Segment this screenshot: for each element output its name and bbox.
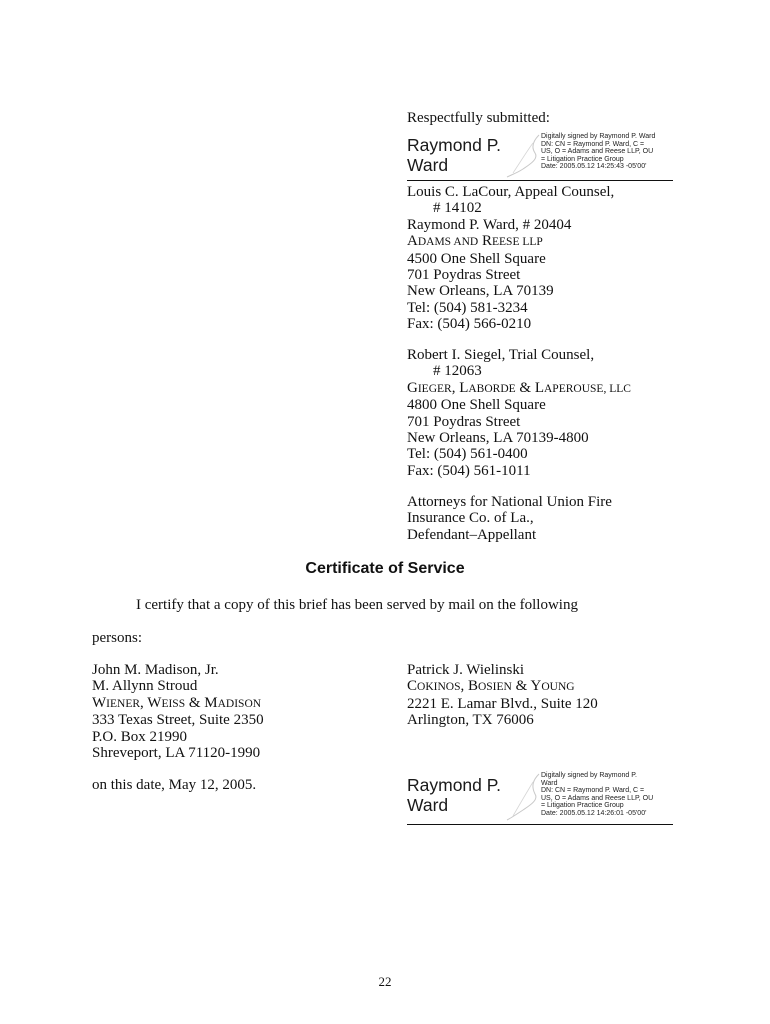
- address-line: New Orleans, LA 70139-4800: [407, 430, 589, 447]
- digital-signature-1[interactable]: [407, 133, 673, 181]
- address-line: 4800 One Shell Square: [407, 397, 546, 414]
- digital-signature-2[interactable]: [407, 772, 673, 820]
- signature-name: Raymond P. Ward: [407, 775, 502, 815]
- firm-name: GIEGER, LABORDE & LAPEROUSE, LLC: [407, 379, 631, 396]
- signature-line: [407, 180, 673, 181]
- recipient-block-2: [407, 662, 598, 729]
- address-line: Arlington, TX 76006: [407, 712, 534, 729]
- firm-name: ADAMS AND REESE LLP: [407, 233, 543, 250]
- firm-name: COKINOS, BOSIEN & YOUNG: [407, 678, 575, 695]
- address-line: Shreveport, LA 71120-1990: [92, 745, 261, 762]
- signature-line: [407, 824, 673, 825]
- certificate-body: I certify that a copy of this brief has been served by mail on the following: [136, 597, 578, 613]
- closing-text: Respectfully submitted:: [407, 110, 550, 126]
- certificate-body-continued: persons:: [92, 630, 142, 646]
- recipient-name: Patrick J. Wielinski: [407, 662, 525, 678]
- address-line: 2221 E. Lamar Blvd., Suite 120: [407, 695, 598, 712]
- phone-line: Tel: (504) 581-3234: [407, 299, 528, 316]
- recipient-name: John M. Madison, Jr.: [92, 662, 219, 678]
- signature-details: Digitally signed by Raymond P. Ward DN: CN = Raymond P. Ward, C = US, O = Adams and Reese LLP, OU = Litigation Practice Group Date: 2005.05.12 14:25:43 -05'00': [541, 133, 656, 171]
- address-line: 4500 One Shell Square: [407, 250, 546, 267]
- counsel-name: Louis C. LaCour, Appeal Counsel,: [407, 184, 615, 200]
- address-line: P.O. Box 21990: [92, 728, 188, 745]
- counsel-name: Raymond P. Ward, # 20404: [407, 216, 572, 233]
- certificate-heading: Certificate of Service: [305, 560, 465, 577]
- address-line: 333 Texas Street, Suite 2350: [92, 712, 264, 729]
- fax-line: Fax: (504) 566-0210: [407, 316, 532, 333]
- signature-details: Digitally signed by Raymond P. Ward DN: CN = Raymond P. Ward, C = US, O = Adams and Reese LLP, OU = Litigation Practice Group Date: 2005.05.12 14:26:01 -05'00': [541, 772, 654, 817]
- fax-line: Fax: (504) 561-1011: [407, 462, 531, 479]
- signature-scribble-icon: [503, 772, 543, 822]
- counsel-block-1: [407, 184, 614, 333]
- address-line: New Orleans, LA 70139: [407, 283, 554, 300]
- bar-number: # 14102: [433, 200, 482, 217]
- page-number: 22: [378, 974, 392, 989]
- bar-number: # 12063: [433, 363, 482, 380]
- firm-name: WIENER, WEISS & MADISON: [92, 694, 262, 711]
- phone-line: Tel: (504) 561-0400: [407, 446, 528, 463]
- address-line: 701 Poydras Street: [407, 267, 521, 284]
- signature-scribble-icon: [503, 133, 543, 179]
- counsel-name: Robert I. Siegel, Trial Counsel,: [407, 347, 595, 363]
- date-line: on this date, May 12, 2005.: [92, 777, 257, 793]
- signature-name: Raymond P. Ward: [407, 135, 502, 175]
- recipient-name: M. Allynn Stroud: [92, 678, 198, 695]
- recipient-block-1: [92, 662, 264, 761]
- address-line: 701 Poydras Street: [407, 413, 521, 430]
- attorneys-for-block: Attorneys for National Union Fire Insurance Co. of La., Defendant–Appellant: [407, 494, 612, 543]
- counsel-block-2: [407, 347, 631, 479]
